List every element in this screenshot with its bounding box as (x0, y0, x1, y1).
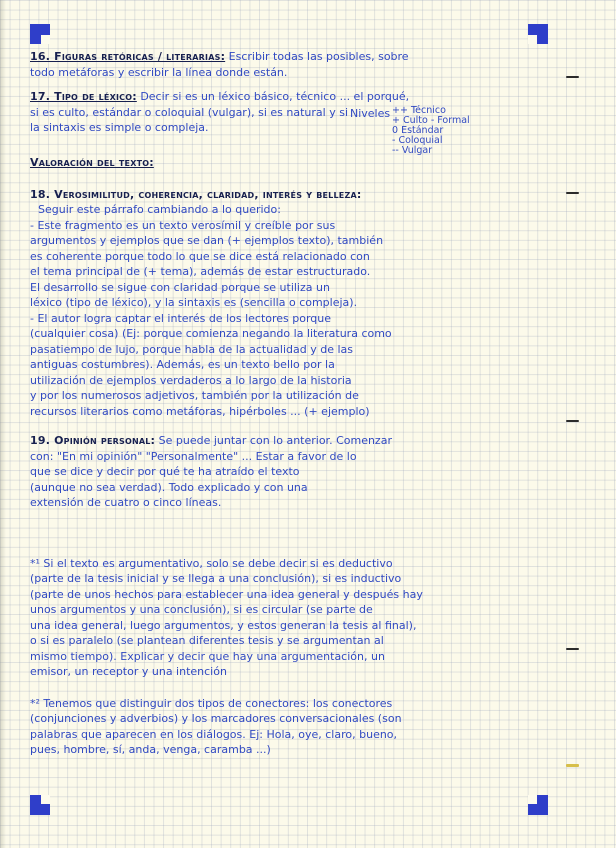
margin-mark (566, 648, 579, 650)
text-line: (conjunciones y adverbios) y los marcadores conversacionales (son (30, 712, 402, 725)
text-line: mismo tiempo). Explicar y decir que hay una argumentación, un (30, 649, 385, 663)
text-line: léxico (tipo de léxico), y la sintaxis es (sencilla o compleja). (30, 296, 358, 309)
corner-mark-top-right (528, 24, 548, 44)
corner-mark-top-left (30, 24, 50, 44)
handwritten-notes (30, 49, 526, 767)
text-line: una idea general, luego argumentos, y estos generan la tesis al final), (30, 618, 417, 632)
text-line: (aunque no sea verdad). Todo explicado y con una (30, 480, 308, 494)
text-line: es coherente porque todo lo que se dice está relacionado con (30, 249, 370, 263)
margin-mark (566, 76, 579, 78)
text-line: Se puede juntar con lo anterior. Comenzar (158, 434, 392, 447)
level-item: -- Vulgar (392, 145, 433, 156)
text-line: (parte de unos hechos para establecer una idea general y después hay (30, 587, 423, 601)
section-19 (30, 433, 526, 511)
text-line: pasatiempo de lujo, porque habla de la actualidad y de las (30, 342, 354, 356)
text-line: - El autor logra captar el interés de los lectores porque (30, 311, 332, 325)
margin-mark (566, 764, 579, 767)
text-line: el tema principal de (+ tema), además de estar estructurado. (30, 265, 371, 278)
text-line: Escribir todas las posibles, sobre (228, 50, 409, 63)
valoracion-heading-block (30, 155, 526, 171)
text-line: *² Tenemos que distinguir dos tipos de conectores: los conectores (30, 696, 393, 710)
text-line: todo metáforas y escribir la línea donde están. (30, 65, 288, 79)
note-2 (30, 696, 526, 758)
text-line: o si es paralelo (se plantean diferentes tesis y se argumentan al (30, 634, 384, 647)
spacer (30, 520, 526, 556)
text-line: - Este fragmento es un texto verosímil y creíble por sus (30, 218, 336, 232)
levels-label: Niveles (350, 107, 391, 120)
text-line: argumentos y ejemplos que se dan (+ ejemplos texto), también (30, 234, 384, 247)
text-line: Seguir este párrafo cambiando a lo querido: (38, 203, 281, 216)
section-heading: 16. Figuras retóricas / literarias: (30, 50, 226, 63)
section-17 (30, 89, 526, 154)
text-line: (parte de la tesis inicial y se llega a una conclusión), si es inductivo (30, 572, 402, 585)
level-item: ++ Técnico (392, 105, 446, 116)
text-line: extensión de cuatro o cinco líneas. (30, 496, 222, 509)
text-line: la sintaxis es simple o compleja. (30, 121, 209, 134)
text-line: antiguas costumbres). Además, es un texto bello por la (30, 358, 335, 371)
text-line: utilización de ejemplos verdaderos a lo largo de la historia (30, 373, 352, 387)
corner-mark-bottom-right (528, 795, 548, 815)
text-line: (cualquier cosa) (Ej: porque comienza negando la literatura como (30, 327, 392, 340)
text-line: *¹ Si el texto es argumentativo, solo se debe decir si es deductivo (30, 556, 393, 570)
text-line: y por los numerosos adjetivos, también por la utilización de (30, 389, 359, 402)
text-line: Decir si es un léxico básico, técnico ... el porqué, (140, 90, 410, 103)
margin-mark (566, 420, 579, 422)
level-item: 0 Estándar (392, 125, 444, 136)
text-line: emisor, un receptor y una intención (30, 665, 227, 678)
section-heading: 19. Opinión personal: (30, 434, 156, 447)
section-heading: 18. Verosimilitud, coherencia, claridad, interés y belleza: (30, 187, 362, 201)
text-line: que se dice y decir por qué te ha atraído el texto (30, 465, 300, 478)
text-line: El desarrollo se sigue con claridad porque se utiliza un (30, 280, 330, 294)
section-18 (30, 187, 526, 420)
section-16 (30, 49, 526, 80)
text-line: pues, hombre, sí, anda, venga, caramba ...) (30, 743, 271, 756)
level-item: + Culto - Formal (392, 115, 470, 126)
level-item: - Coloquial (392, 135, 443, 146)
corner-mark-bottom-left (30, 795, 50, 815)
text-line: con: "En mi opinión" "Personalmente" ... Estar a favor de lo (30, 449, 357, 463)
text-line: palabras que aparecen en los diálogos. Ej: Hola, oye, claro, bueno, (30, 727, 398, 741)
section-heading: 17. Tipo de léxico: (30, 90, 137, 103)
text-line: recursos literarios como metáforas, hipérboles ... (+ ejemplo) (30, 404, 370, 418)
page-edge-shadow (0, 0, 6, 848)
levels-list (392, 106, 512, 156)
text-line: unos argumentos y una conclusión), si es circular (se parte de (30, 603, 373, 616)
margin-mark (566, 192, 579, 194)
note-1 (30, 556, 526, 680)
valoracion-heading: Valoración del texto: (30, 156, 154, 169)
text-line: si es culto, estándar o coloquial (vulgar), si es natural y si (30, 105, 348, 119)
